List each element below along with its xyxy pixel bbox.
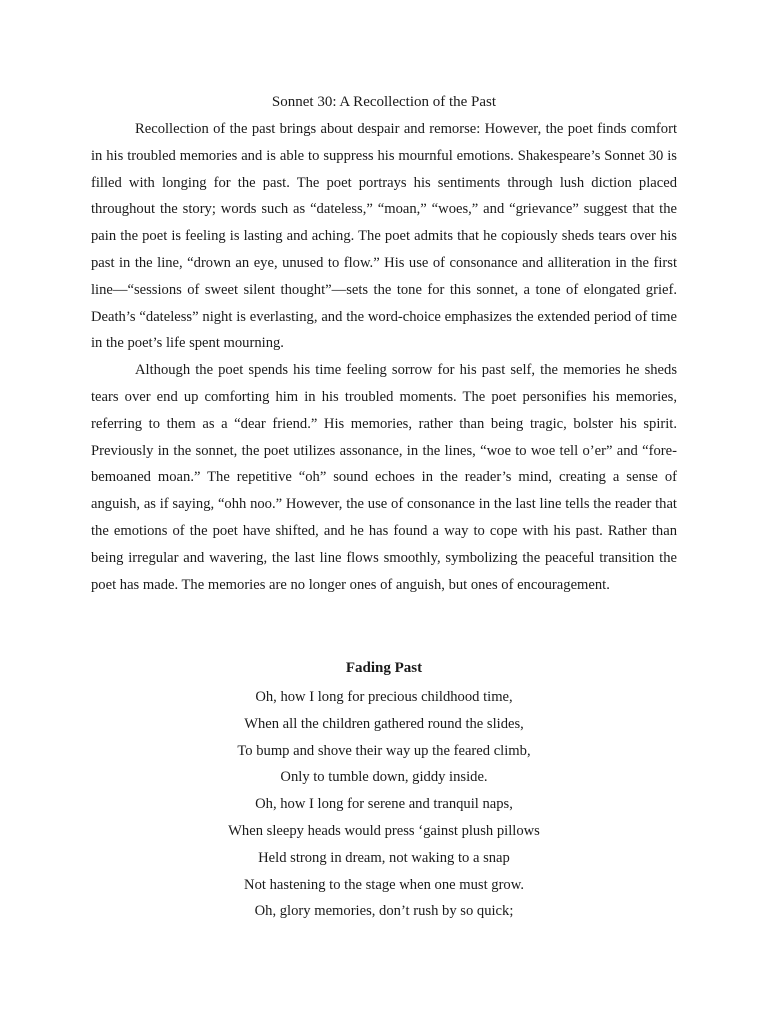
poem-line: Not hastening to the stage when one must grow.	[244, 876, 524, 893]
essay-title: Sonnet 30: A Recollection of the Past	[271, 94, 497, 110]
poem-line: Oh, glory memories, don’t rush by so quick;	[254, 903, 514, 920]
essay-body	[91, 116, 677, 598]
poem-line: When sleepy heads would press ‘gainst plush pillows	[228, 822, 540, 839]
poem-line: Oh, how I long for precious childhood time,	[255, 689, 513, 705]
poem-title: Fading Past	[345, 660, 423, 676]
poem-line: When all the children gathered round the slides,	[244, 715, 524, 732]
poem-line: Only to tumble down, giddy inside.	[280, 769, 488, 786]
essay-paragraph-1: Recollection of the past brings about despair and remorse: However, the poet finds comfort in his troubled memories and is able to suppress his mournful emotions. Shakespeare’s Sonnet 30 is filled with longing for the past. The poet portrays his sentiments through lush diction placed throughout the story; words such as “dateless,” “moan,” “woes,” and “grievance” suggest that the pain the poet is feeling is lasting and aching. The poet admits that he copiously sheds tears over his past in the line, “drown an eye, unused to flow.” His use of consonance and alliteration in the first line—“sessions of sweet silent thought”—sets the tone for this sonnet, a tone of elongated grief. Death’s “dateless” night is everlasting, and the word-choice emphasizes the extended period of time in the poet’s life spent mourning.	[91, 121, 677, 352]
poem	[0, 684, 768, 925]
poem-line: To bump and shove their way up the feared climb,	[237, 742, 531, 759]
essay-paragraph-2: Although the poet spends his time feeling sorrow for his past self, the memories he sheds tears over end up comforting him in his troubled moments. The poet personifies his memories, referring to them as a “dear friend.” His memories, rather than being tragic, bolster his spirit. Previously in the sonnet, the poet utilizes assonance, in the lines, “woe to woe tell o’er” and “fore-bemoaned moan.” The repetitive “oh” sound echoes in the reader’s mind, creating a sense of anguish, as if saying, “ohh noo.” However, the use of consonance in the last line tells the reader that the emotions of the poet have shifted, and he has found a way to cope with his past. Rather than being irregular and wavering, the last line flows smoothly, symbolizing the peaceful transition the poet has made. The memories are no longer ones of anguish, but ones of encouragement.	[91, 362, 677, 593]
poem-line: Held strong in dream, not waking to a snap	[258, 849, 510, 866]
poem-line: Oh, how I long for serene and tranquil naps,	[255, 796, 513, 813]
